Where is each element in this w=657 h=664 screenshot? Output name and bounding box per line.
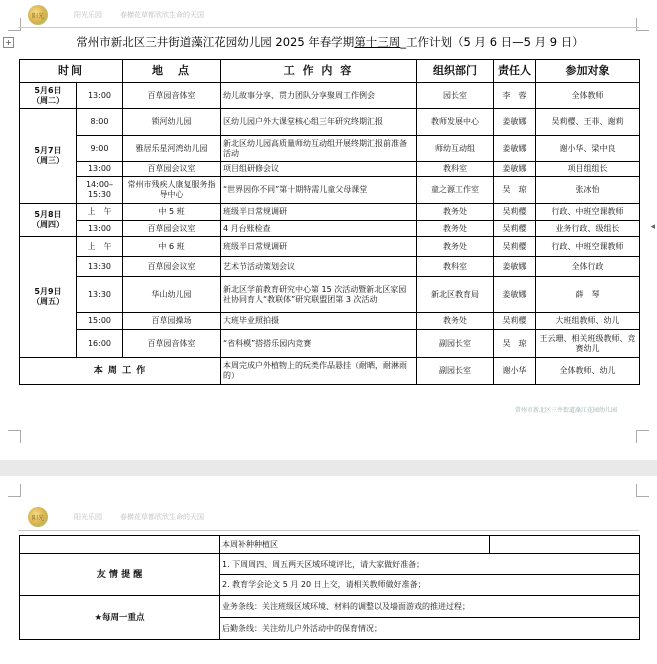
- notes-table: [19, 535, 640, 640]
- dept-cell: 教科室: [417, 162, 494, 177]
- crop-mark: [8, 18, 21, 31]
- target-cell: 大班组教师、幼儿: [536, 313, 640, 330]
- col-header-person: 责任人: [494, 60, 536, 83]
- person-cell: 吴莉樱: [494, 204, 536, 221]
- time-cell: 13:30: [77, 277, 123, 313]
- content-cell: 本周补种种植区: [220, 536, 490, 554]
- content-cell: 区幼儿园户外大课堂核心组三年研究终期汇报: [221, 109, 417, 136]
- time-cell: 8:00: [77, 109, 123, 136]
- place-cell: 百草园会议室: [123, 162, 221, 177]
- tip-line: 1. 下周周四、周五两天区域环境评比，请大家做好准备；: [220, 555, 639, 575]
- target-cell: 谢小华、梁中良: [536, 136, 640, 162]
- focus-line: 业务条线：关注班级区域环境、材料的调整以及墙面游戏的推进过程；: [220, 596, 639, 618]
- person-cell: 姜敏娜: [494, 109, 536, 136]
- content-cell: 4 月台账检查: [221, 221, 417, 237]
- target-cell: 吴莉樱、王菲、谢莉: [536, 109, 640, 136]
- place-cell: 百草园操场: [123, 313, 221, 330]
- col-header-time: 时间: [20, 60, 123, 83]
- crop-mark: [636, 484, 649, 497]
- content-cell: 班级半日常规调研: [221, 204, 417, 221]
- page-header: [28, 4, 204, 26]
- place-cell: 常州市残疾人康复服务指导中心: [123, 177, 221, 204]
- col-header-dept: 组织部门: [417, 60, 494, 83]
- dept-cell: 副园长室: [417, 330, 494, 358]
- header-slogan-2: 春横花草都欣欣生命的天国: [120, 11, 204, 19]
- place-cell: 华山幼儿园: [123, 277, 221, 313]
- table-row: [20, 109, 640, 136]
- person-cell: 吴 琼: [494, 330, 536, 358]
- table-move-handle[interactable]: +: [3, 37, 14, 48]
- day-cell-tue: 5月6日 （周二）: [20, 83, 77, 109]
- crop-mark: [636, 18, 649, 31]
- time-cell: 13:00: [77, 221, 123, 237]
- person-cell: 吴莉樱: [494, 237, 536, 257]
- content-cell: “世界因你不同”第十期特需儿童父母课堂: [221, 177, 417, 204]
- table-row: [20, 330, 640, 358]
- content-cell: “省科模”搭搭乐园内竞赛: [221, 330, 417, 358]
- person-cell: 姜敏娜: [494, 136, 536, 162]
- person-cell: 吴莉樱: [494, 221, 536, 237]
- time-cell: 13:00: [77, 162, 123, 177]
- person-cell: 姜敏娜: [494, 277, 536, 313]
- dept-cell: 教务处: [417, 313, 494, 330]
- focus-line: 后勤条线：关注幼儿户外活动中的保育情况；: [222, 624, 382, 633]
- dept-cell: 新北区教育局: [417, 277, 494, 313]
- page-footer: 常州市新北区三井街道藻江花园幼儿园: [514, 407, 617, 414]
- target-cell: 业务行政、级组长: [536, 221, 640, 237]
- place-cell: 中 5 班: [123, 204, 221, 221]
- collapse-icon[interactable]: ◂: [650, 222, 655, 232]
- target-cell: 全体行政: [536, 257, 640, 277]
- time-cell: 13:00: [77, 83, 123, 109]
- time-cell: 上 午: [77, 204, 123, 221]
- table-row: [20, 237, 640, 257]
- time-cell: 上 午: [77, 237, 123, 257]
- table-row: [20, 257, 640, 277]
- target-cell: 行政、中班空课教师: [536, 237, 640, 257]
- person-cell: 姜敏娜: [494, 257, 536, 277]
- target-cell: 王云珊、相关班级教师、竞赛幼儿: [536, 330, 640, 358]
- focus-row: [20, 596, 640, 640]
- header-slogan-1: 阳光乐园: [74, 11, 102, 19]
- time-cell: 16:00: [77, 330, 123, 358]
- dept-cell: 教务处: [417, 237, 494, 257]
- tips-row: [20, 554, 640, 596]
- col-header-target: 参加对象: [536, 60, 640, 83]
- day-cell-thu: 5月8日 （周四）: [20, 204, 77, 237]
- table-row: [20, 204, 640, 221]
- dept-cell: 教务处: [417, 204, 494, 221]
- school-logo: 阳光: [28, 507, 48, 527]
- header-slogan-1: 阳光乐园: [74, 513, 102, 521]
- place-cell: 中 6 班: [123, 237, 221, 257]
- table-row: [20, 221, 640, 237]
- table-row: [20, 313, 640, 330]
- tips-content: [220, 554, 640, 596]
- person-cell: 吴莉樱: [494, 313, 536, 330]
- empty-cell: [490, 536, 640, 554]
- content-cell: 大班毕业照拍摄: [221, 313, 417, 330]
- tips-label: 友 情 提 醒: [20, 554, 220, 596]
- table-row: [20, 277, 640, 313]
- schedule-table: [19, 59, 640, 385]
- target-cell: 薛 琴: [536, 277, 640, 313]
- document-page-2: [0, 476, 657, 664]
- target-cell: 行政、中班空课教师: [536, 204, 640, 221]
- content-cell: 本周完成户外植物上的玩类作品悬挂（耐晒，耐淋雨的）: [221, 358, 417, 385]
- week-work-row: [20, 358, 640, 385]
- content-cell: 艺术节活动策划会议: [221, 257, 417, 277]
- day-cell-fri: 5月9日 （周五）: [20, 237, 77, 358]
- dept-cell: 童之源工作室: [417, 177, 494, 204]
- table-row: [20, 162, 640, 177]
- page-header: [28, 506, 204, 528]
- focus-content: [220, 596, 640, 640]
- focus-label: ★每周一重点: [20, 596, 220, 640]
- page-title: 常州市新北区三井街道藻江花园幼儿园 2025 年春学期第十三周_工作计划（5 月 6 日—5 月 9 日）: [76, 35, 584, 49]
- time-cell: 15:00: [77, 313, 123, 330]
- time-cell: 9:00: [77, 136, 123, 162]
- person-cell: 吴 琼: [494, 177, 536, 204]
- header-slogan-2: 春横花草都欣欣生命的天国: [120, 513, 204, 521]
- content-cell: 新北区幼儿园高质量师幼互动组开展终期汇报前准备活动: [221, 136, 417, 162]
- school-logo: 阳光: [28, 5, 48, 25]
- header-divider: [18, 27, 639, 28]
- crop-mark: [8, 484, 21, 497]
- person-cell: 姜敏娜: [494, 162, 536, 177]
- dept-cell: 师幼互动组: [417, 136, 494, 162]
- target-cell: 项目组组长: [536, 162, 640, 177]
- target-cell: 全体教师、幼儿: [536, 358, 640, 385]
- place-cell: 锁河幼儿园: [123, 109, 221, 136]
- header-divider: [18, 530, 639, 531]
- time-cell: 13:30: [77, 257, 123, 277]
- table-row: [20, 136, 640, 162]
- table-row: [20, 83, 640, 109]
- place-cell: 百草园音体室: [123, 83, 221, 109]
- content-cell: 项目组研修会议: [221, 162, 417, 177]
- day-cell-wed: 5月7日 （周三）: [20, 109, 77, 204]
- person-cell: 谢小华: [494, 358, 536, 385]
- dept-cell: 教师发展中心: [417, 109, 494, 136]
- dept-cell: 园长室: [417, 83, 494, 109]
- col-header-content: 工 作 内 容: [221, 60, 417, 83]
- table-row: [20, 177, 640, 204]
- crop-mark: [636, 430, 649, 443]
- week-work-label: 本 周 工 作: [20, 358, 221, 385]
- target-cell: 全体教师: [536, 83, 640, 109]
- place-cell: 雅居乐星河湾幼儿园: [123, 136, 221, 162]
- dept-cell: 教科室: [417, 257, 494, 277]
- empty-cell: [20, 536, 220, 554]
- content-cell: 班级半日常规调研: [221, 237, 417, 257]
- crop-mark: [8, 430, 21, 443]
- tip-line: 2. 教育学会论文 5 月 20 日上交，请相关教师做好准备；: [222, 579, 426, 589]
- content-cell: 幼儿故事分享、贯力团队分享聚周工作例会: [221, 83, 417, 109]
- dept-cell: 副园长室: [417, 358, 494, 385]
- person-cell: 李 蓉: [494, 83, 536, 109]
- col-header-place: 地 点: [123, 60, 221, 83]
- place-cell: 百草园会议室: [123, 221, 221, 237]
- target-cell: 张冰怡: [536, 177, 640, 204]
- content-cell: 新北区学前教育研究中心第 15 次活动暨新北区家园社协同育人“教联体”研究联盟团第 3 次活动: [221, 277, 417, 313]
- table-header-row: [20, 60, 640, 83]
- table-row: [20, 536, 640, 554]
- time-cell: 14:00–15:30: [77, 177, 123, 204]
- place-cell: 百草园音体室: [123, 330, 221, 358]
- dept-cell: 教务处: [417, 221, 494, 237]
- place-cell: 百草园会议室: [123, 257, 221, 277]
